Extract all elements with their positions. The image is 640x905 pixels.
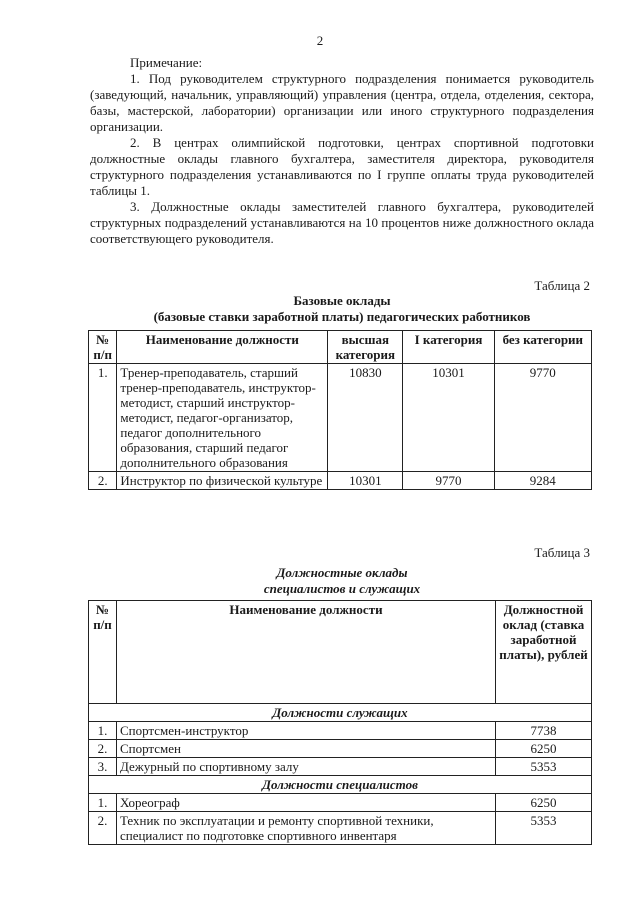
header-cell: I категория (403, 331, 494, 364)
section-title: Должности специалистов (89, 776, 592, 794)
value-cell: 9284 (494, 472, 591, 490)
notes-block (90, 55, 594, 247)
table3-title-line1: Должностные оклады (276, 565, 408, 580)
section-row (89, 776, 592, 794)
table2-title (90, 293, 594, 325)
table2-label: Таблица 2 (534, 278, 590, 293)
table2 (88, 330, 592, 490)
row-number: 1. (89, 794, 117, 812)
value-cell: 10301 (328, 472, 403, 490)
table-row (89, 722, 592, 740)
table3-title (90, 565, 594, 597)
note-title: Примечание: (130, 55, 203, 70)
value-cell: 9770 (403, 472, 494, 490)
value-cell: 5353 (496, 812, 592, 845)
header-cell: Наименование должности (117, 331, 328, 364)
section-title: Должности служащих (89, 704, 592, 722)
value-cell: 6250 (496, 740, 592, 758)
section-row (89, 704, 592, 722)
table3-title-line2: специалистов и служащих (263, 581, 421, 596)
note-item: 3. Должностные оклады заместителей главного бухгалтера, руководителей структурных подразделений устанавливаются на 10 процентов ниже должностного оклада соответствующего руководителя. (90, 199, 594, 246)
header-cell: Наименование должности (116, 601, 495, 704)
row-number: 1. (89, 364, 117, 472)
header-cell: Должностной оклад (ставка заработной платы), рублей (496, 601, 592, 704)
header-cell: № п/п (89, 331, 117, 364)
row-number: 1. (89, 722, 117, 740)
value-cell: 9770 (494, 364, 591, 472)
position-name: Хореограф (116, 794, 495, 812)
header-cell: высшая категория (328, 331, 403, 364)
table-row (89, 364, 592, 472)
table-row (89, 758, 592, 776)
table3-label: Таблица 3 (534, 545, 590, 560)
header-cell: без категории (494, 331, 591, 364)
table-row (89, 472, 592, 490)
value-cell: 7738 (496, 722, 592, 740)
row-number: 2. (89, 740, 117, 758)
position-name: Тренер-преподаватель, старший тренер-преподаватель, инструктор-методист, старший инструктор-методист, педагог-организатор, педагог дополнительного образования, старший педагог дополнительного образования (117, 364, 328, 472)
page-number: 2 (316, 33, 324, 48)
position-name: Спортсмен (116, 740, 495, 758)
note-item: 2. В центрах олимпийской подготовки, центрах спортивной подготовки должностные оклады главного бухгалтера, заместителя директора, руководителя структурного подразделения устанавливаются по I группе оплаты труда руководителей таблицы 1. (90, 135, 594, 198)
table2-title-line2: (базовые ставки заработной платы) педагогических работников (153, 309, 531, 324)
note-item: 1. Под руководителем структурного подразделения понимается руководитель (заведующий, начальник, управляющий) управления (центра, отдела, отделения, сектора, базы, мастерской, лаборатории) организации или иного структурного подразделения организации. (90, 71, 594, 134)
table-row (89, 794, 592, 812)
row-number: 3. (89, 758, 117, 776)
table3-header-row (89, 601, 592, 704)
position-name: Дежурный по спортивному залу (116, 758, 495, 776)
table2-header-row (89, 331, 592, 364)
value-cell: 6250 (496, 794, 592, 812)
position-name: Техник по эксплуатации и ремонту спортивной техники, специалист по подготовке спортивного инвентаря (116, 812, 495, 845)
table2-title-line1: Базовые оклады (293, 293, 391, 308)
position-name: Спортсмен-инструктор (116, 722, 495, 740)
table-row (89, 812, 592, 845)
table-row (89, 740, 592, 758)
value-cell: 5353 (496, 758, 592, 776)
table3 (88, 600, 592, 845)
position-name: Инструктор по физической культуре (117, 472, 328, 490)
header-cell: № п/п (89, 601, 117, 704)
row-number: 2. (89, 812, 117, 845)
row-number: 2. (89, 472, 117, 490)
value-cell: 10301 (403, 364, 494, 472)
value-cell: 10830 (328, 364, 403, 472)
